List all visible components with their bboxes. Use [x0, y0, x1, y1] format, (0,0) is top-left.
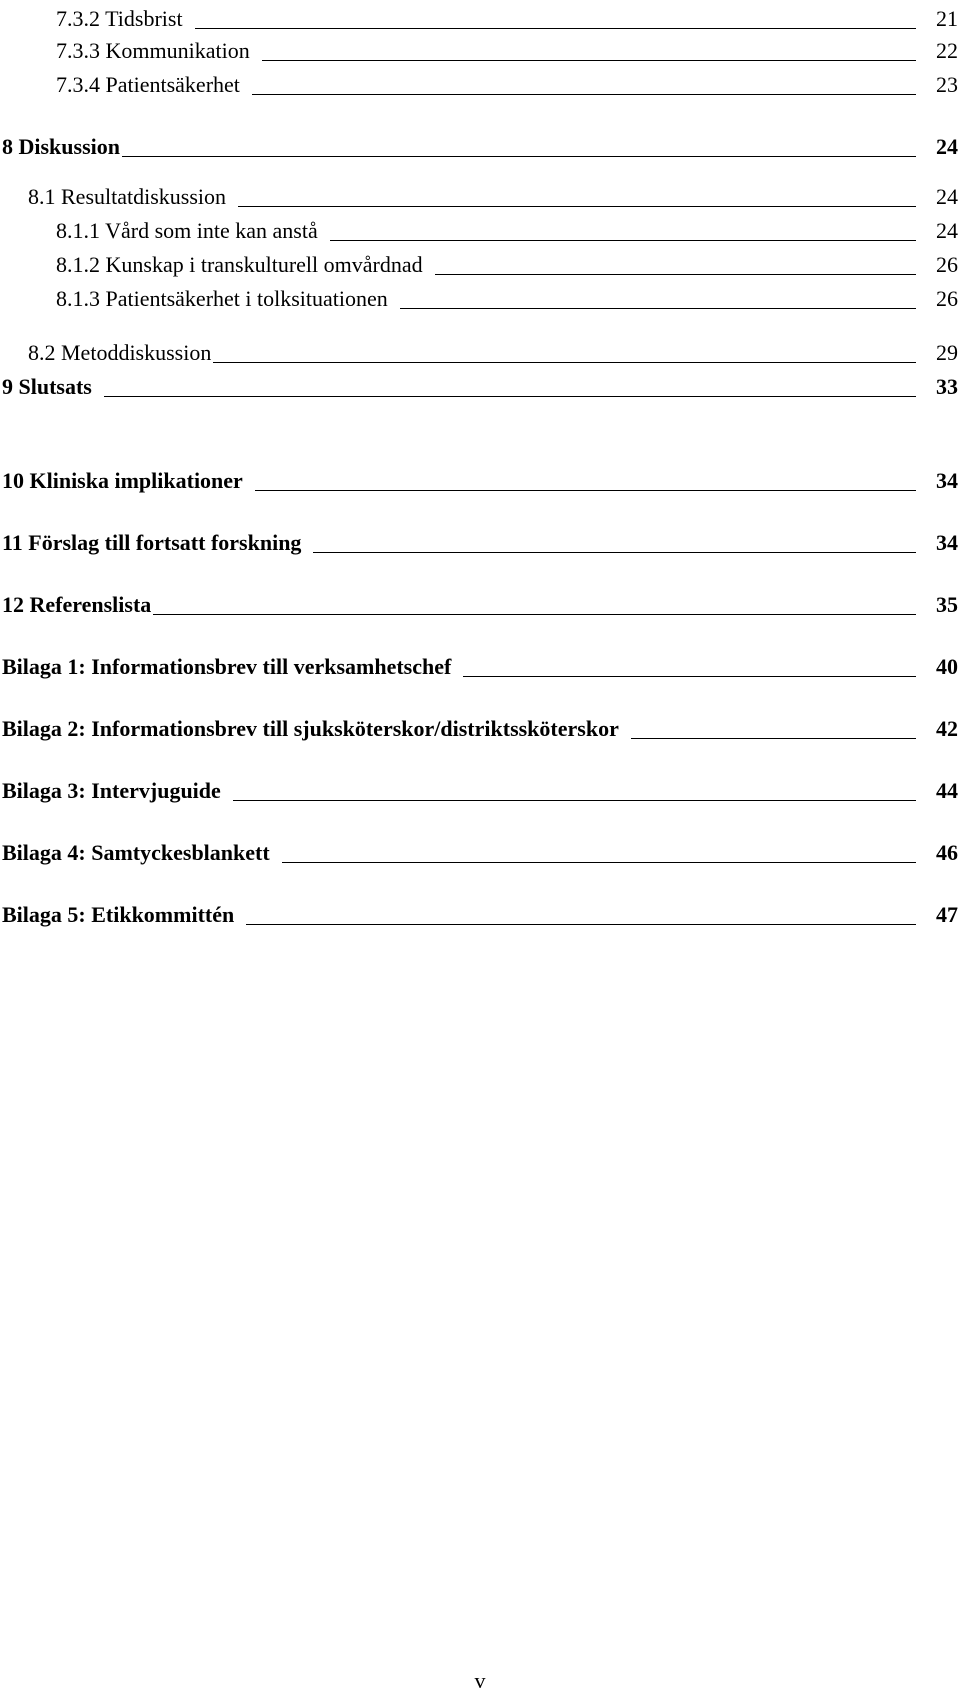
- toc-entry-label: 7.3.4 Patientsäkerhet: [56, 72, 240, 97]
- leader-line: [631, 738, 916, 739]
- toc-entry-page: 29: [936, 340, 958, 365]
- toc-entry-7-3-4[interactable]: [56, 66, 958, 98]
- leader-line: [255, 490, 916, 491]
- toc-entry-label: 8.1 Resultatdiskussion: [28, 184, 227, 209]
- toc-entry-8-2[interactable]: [28, 334, 958, 366]
- toc-entry-page: 34: [936, 468, 958, 493]
- leader-line: [400, 308, 916, 309]
- toc-entry-7-3-2[interactable]: [56, 0, 958, 32]
- toc-entry-7-3-3[interactable]: [56, 32, 958, 64]
- leader-line: [153, 614, 916, 615]
- toc-entry-bilaga-1[interactable]: [2, 648, 958, 680]
- toc-entry-label: 9 Slutsats: [2, 374, 92, 399]
- toc-entry-label: 8 Diskussion: [2, 134, 121, 159]
- leader-line: [463, 676, 916, 677]
- leader-line: [313, 552, 916, 553]
- toc-entry-page: 35: [936, 592, 958, 617]
- leader-line: [104, 396, 916, 397]
- toc-entry-label: Bilaga 2: Informationsbrev till sjuksköterskor/distriktssköterskor: [2, 716, 619, 741]
- toc-entry-label: 8.2 Metoddiskussion: [28, 340, 212, 365]
- toc-entry-page: 40: [936, 654, 958, 679]
- toc-entry-8-1-3[interactable]: [56, 280, 958, 312]
- toc-entry-bilaga-4[interactable]: [2, 834, 958, 866]
- leader-line: [238, 206, 916, 207]
- toc-entry-page: 42: [936, 716, 958, 741]
- leader-line: [233, 800, 916, 801]
- leader-line: [282, 862, 916, 863]
- toc-entry-8-1[interactable]: [28, 178, 958, 210]
- leader-line: [252, 94, 916, 95]
- toc-entry-page: 24: [936, 184, 958, 209]
- toc-entry-bilaga-5[interactable]: [2, 896, 958, 928]
- toc-entry-label: Bilaga 1: Informationsbrev till verksamhetschef: [2, 654, 452, 679]
- toc-entry-bilaga-3[interactable]: [2, 772, 958, 804]
- toc-entry-page: 24: [936, 218, 958, 243]
- toc-entry-label: 10 Kliniska implikationer: [2, 468, 243, 493]
- toc-entry-9[interactable]: [2, 368, 958, 400]
- toc-entry-page: 23: [936, 72, 958, 97]
- toc-entry-page: 47: [936, 902, 958, 927]
- toc-entry-8-1-1[interactable]: [56, 212, 958, 244]
- toc-entry-label: 12 Referenslista: [2, 592, 152, 617]
- leader-line: [262, 60, 916, 61]
- toc-entry-page: 34: [936, 530, 958, 555]
- page-number: v: [474, 1668, 486, 1693]
- toc-entry-page: 46: [936, 840, 958, 865]
- toc-entry-label: 8.1.2 Kunskap i transkulturell omvårdnad: [56, 252, 423, 277]
- toc-entry-label: 11 Förslag till fortsatt forskning: [2, 530, 302, 555]
- toc-entry-bilaga-2[interactable]: [2, 710, 958, 742]
- toc-entry-page: 33: [936, 374, 958, 399]
- leader-line: [213, 362, 916, 363]
- toc-entry-8[interactable]: [2, 128, 958, 160]
- leader-line: [330, 240, 916, 241]
- toc-entry-page: 26: [936, 286, 958, 311]
- toc-entry-label: 8.1.3 Patientsäkerhet i tolksituationen: [56, 286, 388, 311]
- toc-entry-10[interactable]: [2, 462, 958, 494]
- toc-entry-page: 44: [936, 778, 958, 803]
- toc-entry-label: 8.1.1 Vård som inte kan anstå: [56, 218, 318, 243]
- leader-line: [195, 28, 916, 29]
- toc-entry-page: 26: [936, 252, 958, 277]
- leader-line: [246, 924, 916, 925]
- toc-entry-11[interactable]: [2, 524, 958, 556]
- toc-entry-label: Bilaga 5: Etikkommittén: [2, 902, 235, 927]
- leader-line: [435, 274, 916, 275]
- toc-entry-page: 22: [936, 38, 958, 63]
- toc-entry-8-1-2[interactable]: [56, 246, 958, 278]
- toc-entry-page: 21: [936, 6, 958, 31]
- toc-entry-page: 24: [936, 134, 958, 159]
- toc-entry-label: Bilaga 3: Intervjuguide: [2, 778, 221, 803]
- toc-entry-label: Bilaga 4: Samtyckesblankett: [2, 840, 270, 865]
- toc-entry-label: 7.3.2 Tidsbrist: [56, 6, 183, 31]
- toc-entry-12[interactable]: [2, 586, 958, 618]
- toc-entry-label: 7.3.3 Kommunikation: [56, 38, 250, 63]
- leader-line: [122, 156, 916, 157]
